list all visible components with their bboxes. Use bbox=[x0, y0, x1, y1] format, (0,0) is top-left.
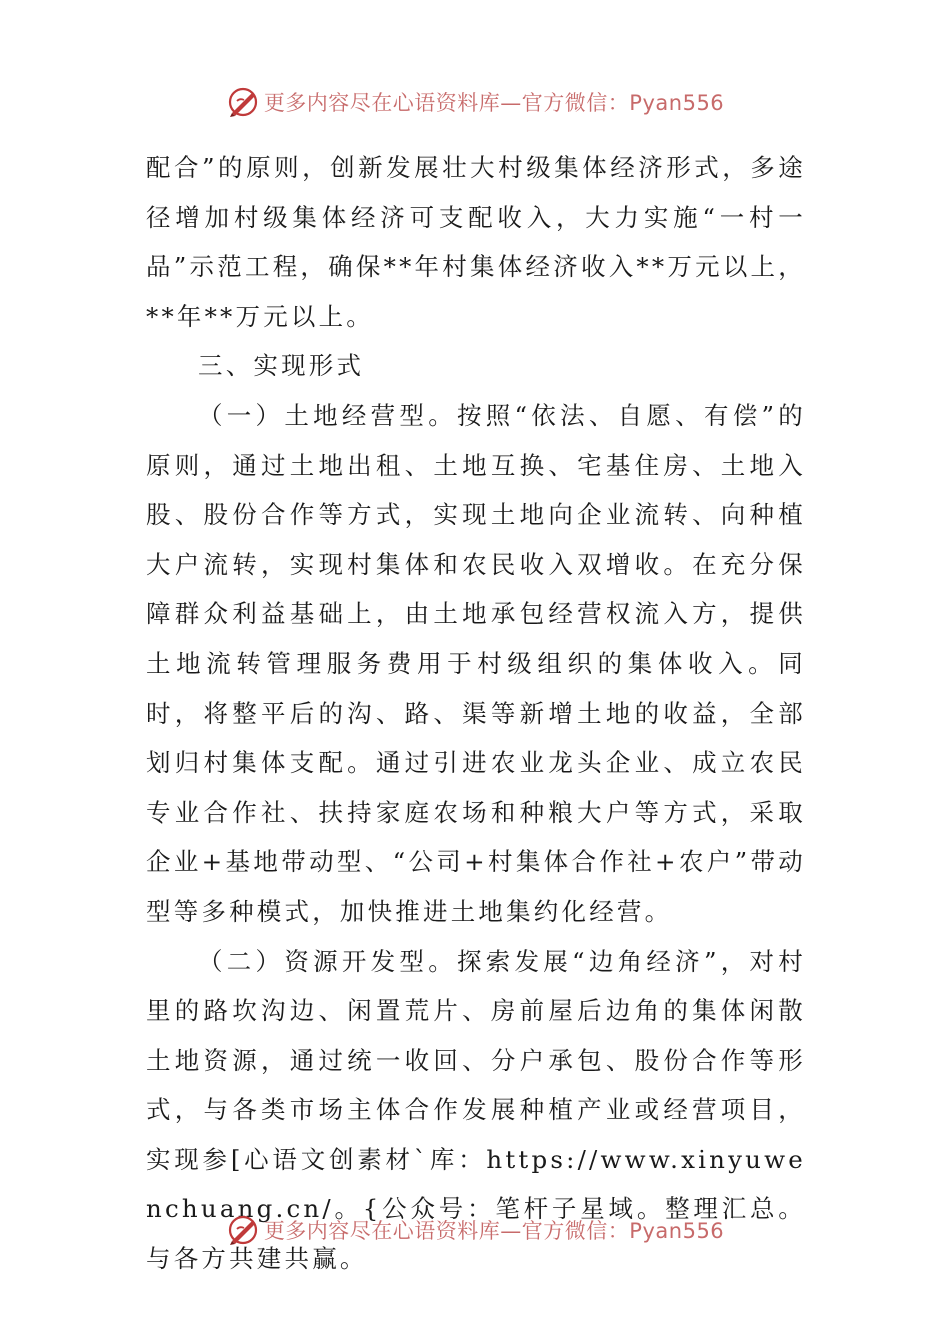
header-banner-text: 更多内容尽在心语资料库—官方微信：Pyan556 bbox=[263, 91, 725, 115]
paragraph-resource-development: （二）资源开发型。探索发展“边角经济”，对村里的路坎沟边、闲置荒片、房前屋后边角的集体闲散土地资源，通过统一收回、分户承包、股份合作等形式，与各类市场主体合作发展种植产业或经营项目，实现参[心语文创素材`库：https://www.xinyuwenchuang.cn/。{公众号：笔杆子星域。整理汇总。与各方共建共赢。 bbox=[146, 946, 806, 1274]
document-body bbox=[146, 143, 806, 1284]
footer-banner-text: 更多内容尽在心语资料库—官方微信：Pyan556 bbox=[263, 1219, 725, 1243]
pen-logo-icon bbox=[226, 85, 260, 119]
paragraph-land-management: （一）土地经营型。按照“依法、自愿、有偿”的原则，通过土地出租、土地互换、宅基住房、土地入股、股份合作等方式，实现土地向企业流转、向种植大户流转，实现村集体和农民收入双增收。在充分保障群众利益基础上，由土地承包经营权流入方，提供土地流转管理服务费用于村级组织的集体收入。同时，将整平后的沟、路、渠等新增土地的收益，全部划归村集体支配。通过引进农业龙头企业、成立农民专业合作社、扶持家庭农场和种粮大户等方式，采取企业+基地带动型、“公司+村集体合作社+农户”带动型等多种模式，加快推进土地集约化经营。 bbox=[146, 400, 806, 926]
pen-logo-icon bbox=[226, 1213, 260, 1247]
paragraph-continued: 配合”的原则，创新发展壮大村级集体经济形式，多途径增加村级集体经济可支配收入，大力实施“一村一品”示范工程，确保**年村集体经济收入**万元以上，**年**万元以上。 bbox=[146, 153, 806, 331]
section-heading: 三、实现形式 bbox=[198, 351, 365, 381]
footer-banner bbox=[0, 1210, 950, 1250]
header-banner bbox=[0, 82, 950, 122]
